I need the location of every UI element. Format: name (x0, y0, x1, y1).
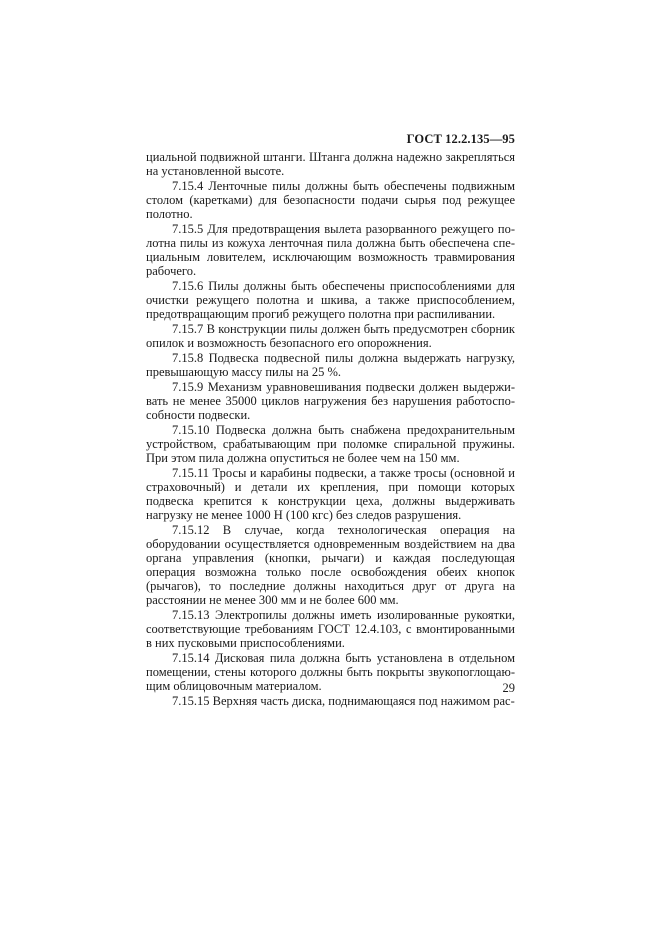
paragraph-continuation: циальной подвижной штанги. Штанга должна надежно закрепляться на установленной высоте. (146, 150, 515, 178)
document-body (146, 151, 515, 710)
paragraph-7-15-7: 7.15.7 В конструкции пилы должен быть предусмотрен сборник опилок и возможность безопасного его опорожнения. (146, 322, 515, 350)
paragraph-7-15-15: 7.15.15 Верхняя часть диска, поднимающаяся под нажимом рас- (172, 694, 515, 708)
paragraph-7-15-5: 7.15.5 Для предотвращения вылета разорванного режущего полотна пилы из кожуха ленточная пила должна быть обеспечена специальным ловителем, исключающим возможность травмирования рабочего. (146, 222, 515, 278)
paragraph-7-15-11: 7.15.11 Тросы и карабины подвески, а также тросы (основной и страховочный) и детали их крепления, при помощи которых подвеска крепится к конструкции цеха, должны выдерживать нагрузку не менее 1000 Н (100 кгс) без следов разрушения. (146, 466, 515, 523)
paragraph-7-15-4: 7.15.4 Ленточные пилы должны быть обеспечены подвижным столом (каретками) для безопасности подачи сырья под режущее полотно. (146, 179, 515, 221)
paragraph-7-15-14: 7.15.14 Дисковая пила должна быть установлена в отдельном помещении, стены которого должны быть покрыты звукопоглощающим облицовочным материалом. (146, 650, 515, 693)
paragraph-7-15-10: 7.15.10 Подвеска должна быть снабжена предохранительным устройством, срабатывающим при поломке спиральной пружины. При этом пила должна опуститься не более чем на 150 мм. (146, 423, 515, 466)
paragraph-7-15-13: 7.15.13 Электропилы должны иметь изолированные рукоятки, соответствующие требованиям ГОСТ 12.4.103, с вмонтированными в них пусковыми приспособлениями. (146, 607, 515, 650)
page-number: 29 (502, 681, 515, 695)
paragraph-7-15-8: 7.15.8 Подвеска подвесной пилы должна выдержать нагрузку, превышающую массу пилы на 25 %. (146, 351, 515, 380)
paragraph-7-15-6: 7.15.6 Пилы должны быть обеспечены приспособлениями для очистки режущего полотна и шкива, а также приспособлением, предотвращающим прогиб режущего полотна при распиливании. (146, 279, 515, 321)
paragraph-7-15-12: 7.15.12 В случае, когда технологическая операция на оборудовании осуществляется одновременным воздействием на два органа управления (кнопки, рычаги) и каждая последующая операция возможна только после освобождения обеих кнопок (рычагов), то последние должны находиться друг от друга на расстоянии не менее 300 мм и не более 600 мм. (146, 523, 515, 607)
document-code-header: ГОСТ 12.2.135—95 (406, 132, 515, 146)
paragraph-7-15-9: 7.15.9 Механизм уравновешивания подвески должен выдерживать не менее 35000 циклов нагружения без нарушения работоспособности подвески. (146, 380, 515, 423)
